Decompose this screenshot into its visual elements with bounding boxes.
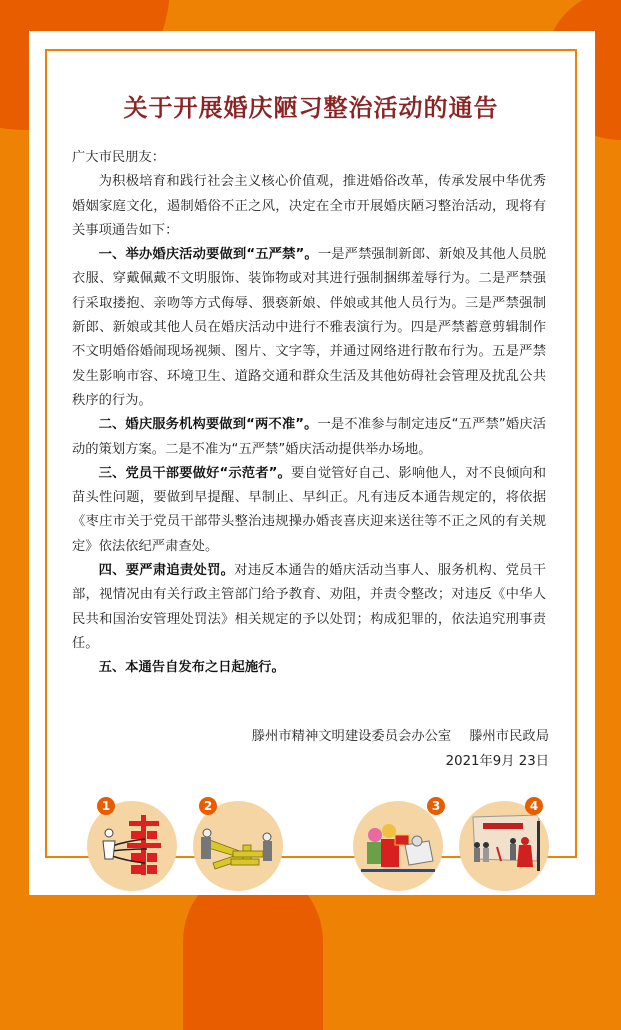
notice-title: 关于开展婚庆陋习整治活动的通告: [123, 94, 499, 122]
wedding-crowd-illustration: [353, 801, 443, 891]
signature-date: 2021年9月 23日: [445, 754, 549, 769]
illustration-row: [47, 799, 575, 889]
signature-orgs: [252, 724, 549, 749]
section-heading: 四、要严肃追责处罚。: [98, 563, 235, 579]
section-heading: 三、党员干部要做好“示范者”。: [98, 465, 291, 481]
illustration-badge-2: 2: [199, 797, 217, 815]
notice-card: [29, 31, 595, 895]
double-happiness-binding-illustration: [87, 801, 177, 891]
signature-org-2: 滕州市民政局: [469, 729, 549, 744]
section-heading: 二、婚庆服务机构要做到“两不准”。: [98, 417, 318, 433]
intro-paragraph: 为积极培育和践行社会主义核心价值观，推进婚俗改革，传承发展中华优秀婚姻家庭文化，遏制婚俗不正之风，决定在全市开展婚庆陋习整治活动，现将有关事项通告如下：: [72, 174, 546, 238]
signature-org-1: 滕州市精神文明建设委员会办公室: [251, 729, 452, 744]
section-heading: 五、本通告自发布之日起施行。: [98, 660, 285, 676]
illustration-badge-3: 3: [427, 797, 445, 815]
illustration-badge-4: 4: [525, 797, 543, 815]
salutation: 广大市民朋友：: [72, 150, 166, 165]
illustration-badge-1: 1: [97, 797, 115, 815]
section-heading: 一、举办婚庆活动要做到“五严禁”。: [98, 247, 318, 263]
signature-block: [252, 724, 549, 774]
section-3: [72, 462, 546, 559]
section-4: [72, 559, 546, 656]
section-text: 对违反本通告的婚庆活动当事人、服务机构、党员干部，视情况由有关行政主管部门给予教育、劝阻，并责令整改；对违反《中华人民共和国治安管理处罚法》相关规定的予以处罚；构成犯罪的，依法追究刑事责任。: [72, 563, 547, 651]
section-text: 一是严禁强制新郎、新娘及其他人员脱衣服、穿戴佩戴不文明服饰、装饰物或对其进行强制捆绑羞辱行为。二是严禁强行采取搂抱、亲吻等方式侮辱、猥亵新娘、伴娘或其他人员行为。三是严禁强制新郎、新娘或其他人员在婚庆活动中进行不雅表演行为。四是严禁蓄意剪辑制作不文明婚俗婚闹现场视频、图片、文字等，并通过网络进行散布行为。五是严禁发生影响市容、环境卫生、道路交通和群众生活及其他妨碍社会管理及扰乱公共秩序的行为。: [72, 247, 547, 408]
notice-body: [72, 146, 546, 681]
notice-frame: [45, 49, 577, 858]
section-5: [72, 656, 546, 680]
section-1: [72, 243, 546, 413]
section-2: [72, 413, 546, 462]
section-text: 一是不准参与制定违反“五严禁”婚庆活动的策划方案。二是不准为“五严禁”婚庆活动提供举办场地。: [72, 417, 546, 457]
section-text: 要自觉管好自己、影响他人，对不良倾向和苗头性问题，要做到早提醒、早制止、早纠正。凡有违反本通告规定的，将依据《枣庄市关于党员干部带头整治违规操办婚丧喜庆迎来送往等不正之风的有关规定》依法依纪严肃查处。: [72, 465, 547, 554]
